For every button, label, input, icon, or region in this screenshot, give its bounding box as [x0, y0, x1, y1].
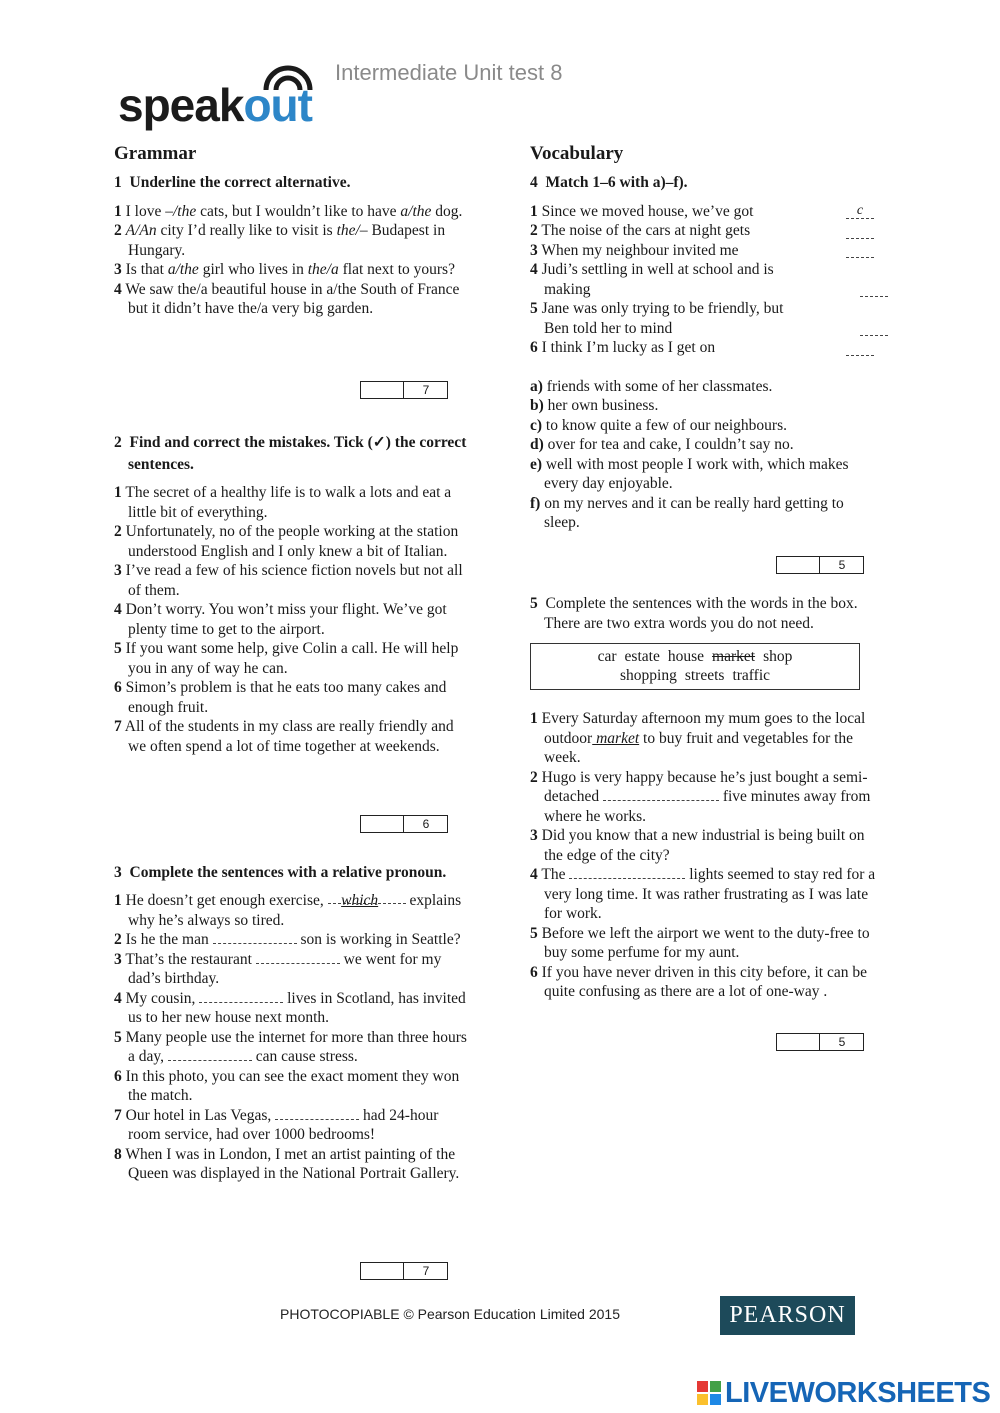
score-max: 5 [838, 1035, 846, 1049]
list-item: a) friends with some of her classmates. [530, 377, 773, 395]
ex4-number: 4 [530, 173, 538, 191]
alternative[interactable]: a/the [400, 202, 432, 220]
alternative[interactable]: A/An [125, 222, 157, 239]
list-item: b) her own business. [530, 397, 659, 414]
list-item: 7 Our hotel in Las Vegas, had 24-hour room service, had over 1000 bedrooms! [114, 1106, 439, 1143]
ex1-list [114, 202, 474, 319]
ex5-score-box[interactable] [776, 1033, 864, 1051]
match-answer[interactable] [846, 238, 874, 239]
answer-blank[interactable] [199, 990, 283, 1003]
list-item[interactable]: 5 If you want some help, give Colin a call. He will help you in any of way he can. [114, 640, 459, 677]
list-item: 4 We saw the/a beautiful house in a/the South of France but it didn’t have the/a very big garden. [114, 280, 460, 317]
answer-blank[interactable] [168, 1048, 252, 1061]
list-item: f) on my nerves and it can be really hard getting to sleep. [530, 494, 844, 531]
list-item: 5 Many people use the internet for more than three hours a day, can cause stress. [114, 1028, 467, 1065]
liveworksheets-icon [697, 1381, 721, 1405]
score-max: 6 [422, 817, 430, 831]
list-item: 1 Every Saturday afternoon my mum goes to the local outdoor market to buy fruit and vegetables for the week. [530, 710, 866, 766]
list-item[interactable]: 6 If you have never driven in this city before, it can be quite confusing as there are a lot of one-way . [530, 963, 868, 1000]
score-max: 7 [422, 383, 430, 397]
list-item[interactable]: 1 The secret of a healthy life is to walk a lots and eat a little bit of everything. [114, 484, 452, 521]
vocabulary-column [530, 144, 882, 533]
ex1-instruction-text: Underline the correct alternative. [129, 173, 351, 191]
ex4-list [530, 202, 864, 358]
ex4-score-box[interactable] [776, 556, 864, 574]
list-item: 6 I think I’m lucky as I get on [530, 338, 792, 358]
logo-main: speak [118, 79, 244, 131]
match-answer[interactable]: c [846, 204, 874, 219]
word: traffic [732, 667, 771, 684]
word: estate [624, 648, 660, 665]
list-item: 3 When my neighbour invited me [530, 241, 792, 261]
word: car [597, 648, 617, 665]
list-item: 3 Is that a/the girl who lives in the/a flat next to yours? [114, 261, 455, 278]
ex5-list [530, 709, 886, 1002]
list-item: c) to know quite a few of our neighbours. [530, 416, 787, 434]
list-item: 2 A/An city I’d really like to visit is the/– Budapest in Hungary. [114, 222, 446, 259]
ex2-instruction-text: Find and correct the mistakes. Tick (✓) the correct sentences. [128, 434, 467, 473]
score-input[interactable] [777, 557, 820, 573]
ex2-list [114, 483, 474, 756]
vocabulary-heading: Vocabulary [530, 143, 624, 164]
list-item: 3 That’s the restaurant we went for my dad’s birthday. [114, 950, 442, 987]
test-title: Intermediate Unit test 8 [335, 60, 563, 85]
logo-accent: out [243, 79, 312, 131]
word: house [667, 648, 705, 665]
alternative[interactable]: the/– [336, 222, 368, 239]
match-answer[interactable] [846, 257, 874, 258]
list-item: e) well with most people I work with, which makes every day enjoyable. [530, 455, 849, 492]
copyright-notice: PHOTOCOPIABLE © Pearson Education Limited 2015 [280, 1306, 621, 1322]
list-item: d) over for tea and cake, I couldn’t say no. [530, 436, 794, 453]
wifi-signal-icon [258, 64, 318, 94]
score-input[interactable] [361, 382, 404, 398]
answer-blank[interactable] [603, 788, 719, 801]
ex3-instruction [114, 862, 474, 884]
answer-filled[interactable]: market [592, 729, 640, 747]
ex4-options [530, 377, 882, 533]
alternative[interactable]: the/a [307, 261, 339, 278]
word-box [530, 643, 860, 690]
word: streets [684, 667, 725, 684]
list-item[interactable]: 3 I’ve read a few of his science fiction novels but not all of them. [114, 562, 463, 599]
ex3-number: 3 [114, 864, 122, 881]
answer-blank[interactable]: which [328, 891, 406, 904]
speakout-logo [118, 64, 328, 131]
pearson-logo: PEARSON [720, 1296, 855, 1335]
list-item[interactable]: 5 Before we left the airport we went to the duty-free to buy some perfume for my aunt. [530, 924, 870, 961]
match-answer[interactable] [860, 335, 888, 336]
list-item[interactable]: 2 Unfortunately, no of the people working at the station understood English and I only knew a bit of Italian. [114, 523, 459, 560]
ex3-block [114, 862, 474, 1184]
match-answer[interactable] [846, 355, 874, 356]
score-max: 7 [422, 1264, 430, 1278]
ex1-score-box[interactable] [360, 381, 448, 399]
ex1-number: 1 [114, 173, 122, 191]
alternative[interactable]: a/the [167, 261, 199, 278]
word: shop [763, 648, 793, 665]
grammar-column [114, 144, 474, 319]
alternative[interactable]: –/the [165, 202, 197, 220]
list-item: 2 Is he the man son is working in Seattle? [114, 931, 461, 948]
list-item: 1 He doesn’t get enough exercise, which explains why he’s always so tired. [114, 892, 462, 929]
grammar-heading: Grammar [114, 143, 197, 164]
list-item: 4 Judi’s settling in well at school and is making [530, 260, 784, 299]
list-item[interactable]: 8 When I was in London, I met an artist painting of the Queen was displayed in the National Portrait Gallery. [114, 1145, 460, 1182]
list-item: 1 I love –/the cats, but I wouldn’t like to have a/the dog. [114, 202, 463, 220]
ex4-instruction [530, 172, 882, 194]
list-item: 2 Hugo is very happy because he’s just bought a semi-detached five minutes away from where he works. [530, 768, 871, 825]
list-item[interactable]: 4 Don’t worry. You won’t miss your flight. We’ve got plenty time to get to the airport. [114, 601, 447, 638]
answer-blank[interactable] [275, 1107, 359, 1120]
score-input[interactable] [361, 1263, 404, 1279]
answer-blank[interactable] [213, 931, 297, 944]
list-item[interactable]: 7 All of the students in my class are really friendly and we often spend a lot of time together at weekends. [114, 718, 454, 755]
ex2-instruction [114, 432, 474, 476]
list-item[interactable]: 3 Did you know that a new industrial is being built on the edge of the city? [530, 827, 865, 864]
word-used: market [712, 648, 756, 665]
ex4-instruction-text: Match 1–6 with a)–f). [545, 173, 688, 191]
ex2-number: 2 [114, 434, 122, 451]
ex5-instruction [530, 594, 886, 634]
score-max: 5 [838, 558, 846, 572]
list-item: 1 Since we moved house, we’ve got c [530, 202, 792, 222]
match-answer[interactable] [860, 296, 888, 297]
ex2-score-box[interactable] [360, 815, 448, 833]
score-input[interactable] [361, 816, 404, 832]
score-input[interactable] [777, 1034, 820, 1050]
list-item[interactable]: 6 In this photo, you can see the exact moment they won the match. [114, 1067, 460, 1104]
ex5-block [530, 594, 886, 1002]
ex2-block [114, 432, 474, 756]
list-item: 4 My cousin, lives in Scotland, has invited us to her new house next month. [114, 989, 466, 1026]
ex3-instruction-text: Complete the sentences with a relative pronoun. [129, 864, 447, 881]
ex1-instruction [114, 172, 474, 194]
answer-blank[interactable] [569, 866, 685, 879]
list-item: 5 Jane was only trying to be friendly, but Ben told her to mind [530, 299, 794, 338]
ex3-score-box[interactable] [360, 1262, 448, 1280]
word: shopping [619, 667, 677, 684]
list-item[interactable]: 6 Simon’s problem is that he eats too many cakes and enough fruit. [114, 679, 447, 716]
ex5-instruction-text: Complete the sentences with the words in the box. There are two extra words you do not need. [544, 595, 858, 632]
ex3-list [114, 891, 474, 1184]
liveworksheets-text: LIVEWORKSHEETS [725, 1377, 991, 1409]
answer-blank[interactable] [256, 951, 340, 964]
list-item: 2 The noise of the cars at night gets [530, 221, 792, 241]
ex5-number: 5 [530, 595, 538, 612]
list-item: 4 The lights seemed to stay red for a very long time. It was rather frustrating as I was late for work. [530, 866, 876, 922]
